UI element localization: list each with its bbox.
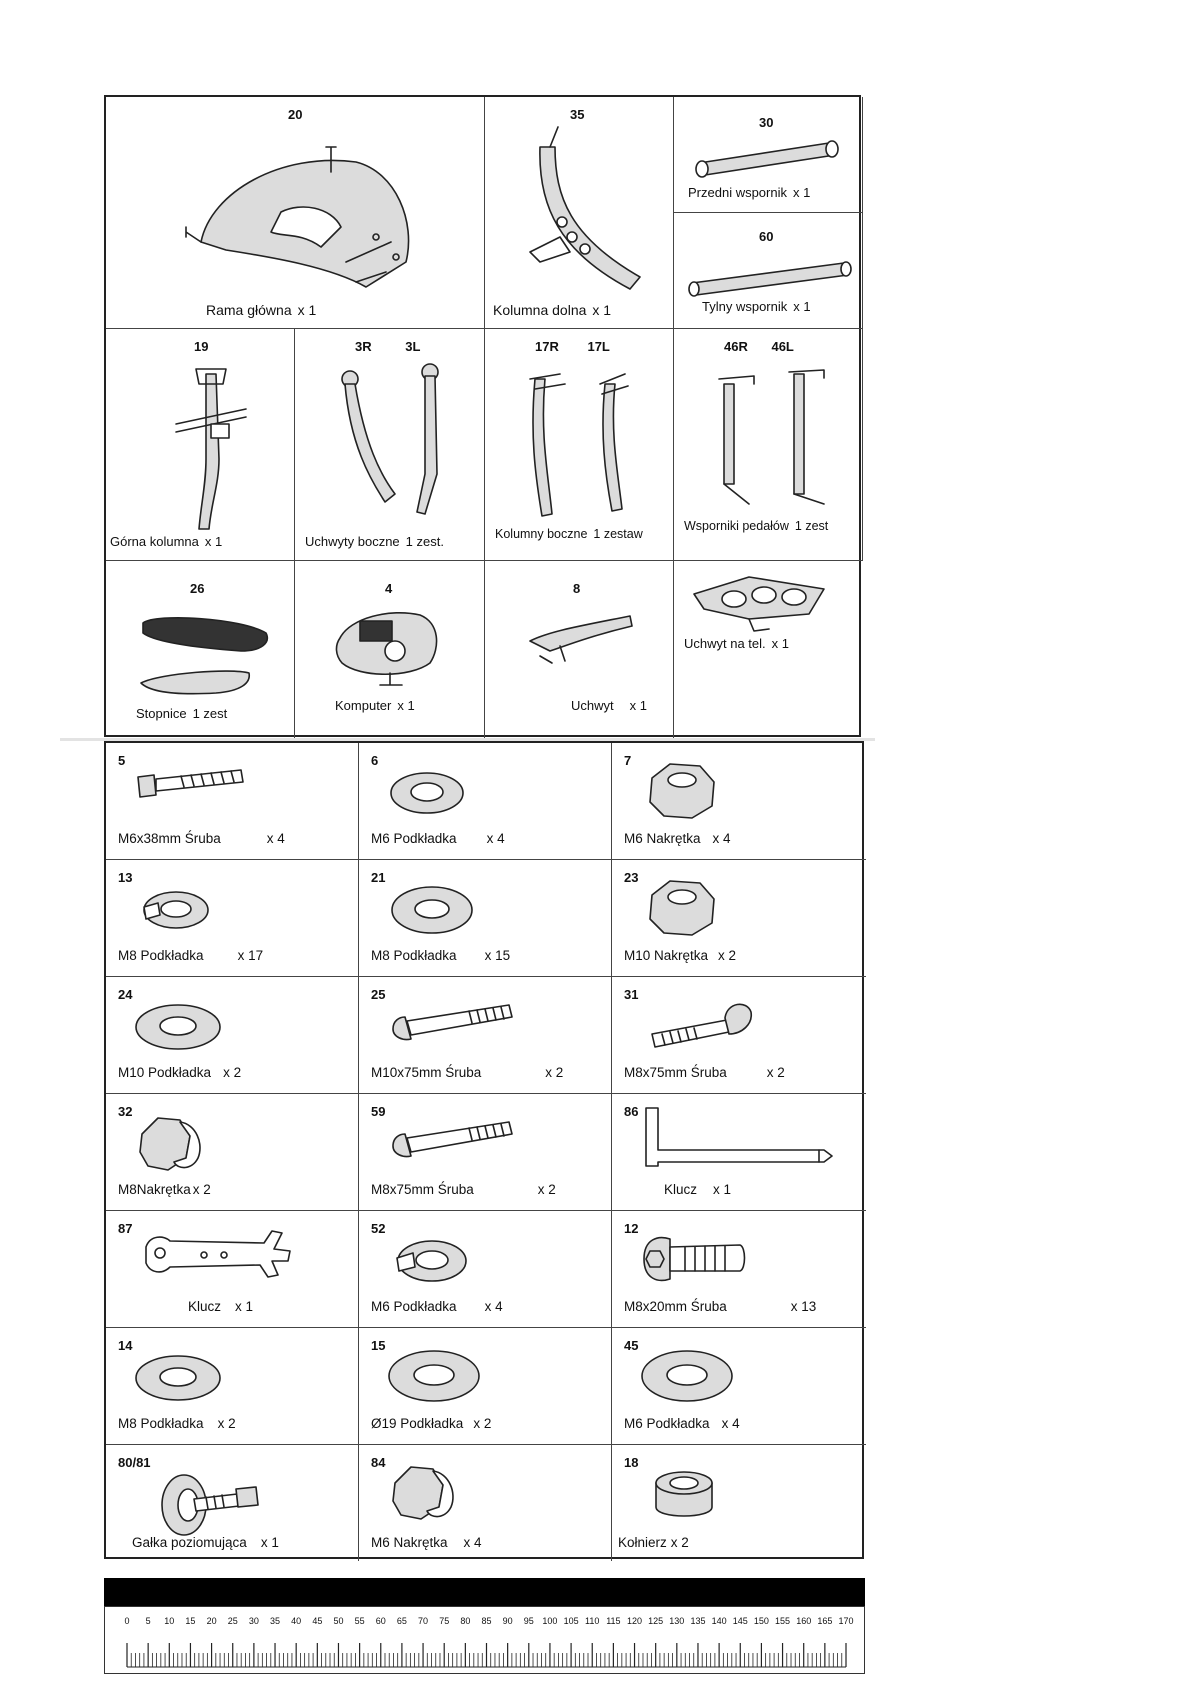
part-cell-pedal-supports <box>674 329 863 561</box>
hardware-label: M8 Podkładka x 15 <box>371 948 511 963</box>
hardware-number: 87 <box>118 1221 133 1236</box>
part-number: 26 <box>190 581 205 596</box>
part-label: Uchwyt x 1 <box>571 698 647 713</box>
spring-washer-icon <box>387 1233 472 1288</box>
phone-holder-illustration <box>689 569 829 639</box>
part-cell-main-frame <box>106 97 485 329</box>
ruler-tick-label: 60 <box>375 1616 386 1626</box>
washer-icon <box>637 1346 737 1406</box>
part-label: Stopnice 1 zest <box>136 706 228 721</box>
hardware-number: 59 <box>371 1104 386 1119</box>
hardware-label: M8 Podkładka x 17 <box>118 948 264 963</box>
hardware-cell <box>106 1094 359 1211</box>
part-number: 20 <box>288 107 303 122</box>
ruler-tick-label: 70 <box>418 1616 429 1626</box>
hardware-number: 23 <box>624 870 639 885</box>
part-cell-side-handles <box>295 329 485 561</box>
wrench-icon <box>144 1229 294 1289</box>
hardware-label: Klucz x 1 <box>664 1182 732 1197</box>
hardware-number: 6 <box>371 753 379 768</box>
ruler-tick-label: 115 <box>606 1616 621 1626</box>
front-stabilizer-illustration <box>689 135 849 185</box>
hardware-cell <box>359 743 612 860</box>
ruler-tick-label: 45 <box>312 1616 323 1626</box>
spring-washer-icon <box>134 885 214 935</box>
cap-nut-icon <box>387 1461 462 1526</box>
upper-column-illustration <box>161 364 261 539</box>
hardware-cell <box>359 977 612 1094</box>
hardware-label: M10 Podkładka x 2 <box>118 1065 242 1080</box>
hardware-cell <box>106 1445 359 1561</box>
part-cell-rear-stabilizer <box>674 213 863 329</box>
hardware-number: 45 <box>624 1338 639 1353</box>
hardware-label: M6x38mm Śruba x 4 <box>118 831 285 846</box>
hardware-label: Ø19 Podkładka x 2 <box>371 1416 492 1431</box>
hardware-label: M6 Nakrętka x 4 <box>371 1535 482 1550</box>
part-cell-computer <box>295 561 485 739</box>
hardware-cell <box>612 1211 866 1328</box>
hardware-grid <box>104 741 864 1559</box>
bushing-icon <box>650 1465 720 1525</box>
hardware-number: 32 <box>118 1104 133 1119</box>
ruler-tick-label: 65 <box>396 1616 407 1626</box>
hardware-cell <box>612 1094 866 1211</box>
ruler-tick-label: 165 <box>817 1616 833 1626</box>
ruler-tick-label: 25 <box>227 1616 238 1626</box>
ruler-tick-label: 110 <box>585 1616 600 1626</box>
part-label: Uchwyt na tel. x 1 <box>684 636 789 651</box>
ruler-tick-label: 95 <box>523 1616 534 1626</box>
washer-icon <box>387 768 467 818</box>
ruler-tick-label: 85 <box>481 1616 492 1626</box>
ruler-tick-label: 160 <box>796 1616 812 1626</box>
part-number: 19 <box>194 339 209 354</box>
hardware-number: 18 <box>624 1455 639 1470</box>
pedals-illustration <box>131 603 276 703</box>
part-label: Rama główna x 1 <box>206 302 317 318</box>
washer-icon <box>384 1346 484 1406</box>
parts-grid <box>104 95 861 737</box>
ruler-tick-label: 0 <box>124 1616 130 1626</box>
handle-illustration <box>520 611 640 671</box>
carriage-bolt-icon <box>647 992 757 1052</box>
hardware-cell <box>106 1211 359 1328</box>
ruler-tick-label: 130 <box>669 1616 685 1626</box>
hardware-label: M8x20mm Śruba x 13 <box>624 1299 817 1314</box>
hardware-cell <box>359 1094 612 1211</box>
part-label: Tylny wspornik x 1 <box>702 299 811 314</box>
hardware-label: M8x75mm Śruba x 2 <box>371 1182 556 1197</box>
part-number: 8 <box>573 581 581 596</box>
hardware-label: M6 Podkładka x 4 <box>371 831 505 846</box>
side-columns-illustration <box>510 364 650 529</box>
part-number: 46R 46L <box>724 339 794 354</box>
hardware-label: Kołnierz x 2 <box>618 1535 689 1550</box>
ruler-tick-label: 170 <box>838 1616 854 1626</box>
cap-nut-icon <box>134 1112 209 1177</box>
socket-head-screw-icon <box>640 1229 750 1289</box>
part-cell-upper-column <box>106 329 295 561</box>
ruler-tick-label: 40 <box>291 1616 302 1626</box>
part-cell-phone-holder <box>674 561 863 739</box>
part-cell-handle <box>485 561 674 739</box>
ruler-tick-label: 140 <box>711 1616 727 1626</box>
part-label: Górna kolumna x 1 <box>110 534 223 549</box>
hardware-label: Gałka poziomująca x 1 <box>132 1535 279 1550</box>
ruler-tick-label: 125 <box>648 1616 664 1626</box>
hardware-cell <box>612 860 866 977</box>
part-label: Wsporniki pedałów 1 zest <box>684 519 829 533</box>
part-number: 35 <box>570 107 585 122</box>
part-label: Komputer x 1 <box>335 698 415 713</box>
hardware-number: 25 <box>371 987 386 1002</box>
hardware-number: 14 <box>118 1338 133 1353</box>
ruler-tick-label: 20 <box>206 1616 217 1626</box>
hardware-cell <box>359 1445 612 1561</box>
ruler-ticks <box>105 1607 864 1673</box>
ruler-tick-label: 145 <box>732 1616 748 1626</box>
hardware-cell <box>612 743 866 860</box>
hardware-label: M6 Podkładka x 4 <box>624 1416 740 1431</box>
ruler-tick-label: 55 <box>354 1616 365 1626</box>
hardware-cell <box>612 1445 866 1561</box>
carriage-bolt-icon <box>389 1116 519 1166</box>
ruler-tick-label: 155 <box>775 1616 791 1626</box>
measuring-ruler <box>104 1578 865 1675</box>
part-label: Kolumny boczne 1 zestaw <box>495 527 643 541</box>
hardware-cell <box>106 860 359 977</box>
washer-icon <box>131 1350 226 1405</box>
hardware-number: 12 <box>624 1221 639 1236</box>
ruler-tick-label: 120 <box>627 1616 643 1626</box>
hardware-label: M8x75mm Śruba x 2 <box>624 1065 785 1080</box>
part-cell-side-columns <box>485 329 674 561</box>
hardware-label: M8Nakrętka x 2 <box>118 1182 211 1197</box>
hardware-label: M6 Podkładka x 4 <box>371 1299 503 1314</box>
hardware-cell <box>359 1211 612 1328</box>
hardware-cell <box>359 1328 612 1445</box>
bolt-icon <box>136 765 246 805</box>
carriage-bolt-icon <box>389 999 519 1049</box>
hardware-cell <box>612 1328 866 1445</box>
part-cell-lower-column <box>485 97 674 329</box>
ruler-tick-label: 10 <box>164 1616 175 1626</box>
part-label: Przedni wspornik x 1 <box>688 185 811 200</box>
washer-icon <box>387 882 477 937</box>
hardware-cell <box>359 860 612 977</box>
hardware-label: M8 Podkładka x 2 <box>118 1416 236 1431</box>
ruler-tick-label: 15 <box>185 1616 196 1626</box>
ruler-tick-label: 100 <box>542 1616 558 1626</box>
main-frame-illustration <box>181 132 421 292</box>
ruler-tick-label: 75 <box>439 1616 450 1626</box>
leveling-knob-icon <box>156 1465 266 1540</box>
part-number: 30 <box>759 115 774 130</box>
hardware-cell <box>612 977 866 1094</box>
ruler-tick-label: 105 <box>563 1616 579 1626</box>
hardware-number: 84 <box>371 1455 386 1470</box>
ruler-tick-label: 50 <box>333 1616 344 1626</box>
hardware-number: 5 <box>118 753 126 768</box>
rear-stabilizer-illustration <box>684 251 854 301</box>
part-number: 17R 17L <box>535 339 610 354</box>
ruler-tick-label: 90 <box>502 1616 513 1626</box>
hardware-cell <box>106 743 359 860</box>
hex-nut-icon <box>642 758 722 823</box>
ruler-tick-label: 5 <box>145 1616 151 1626</box>
hardware-number: 7 <box>624 753 632 768</box>
part-cell-front-stabilizer <box>674 97 863 213</box>
hardware-cell <box>106 1328 359 1445</box>
hex-nut-icon <box>642 875 722 940</box>
part-label: Uchwyty boczne 1 zest. <box>305 534 444 549</box>
hardware-number: 52 <box>371 1221 386 1236</box>
ruler-tick-label: 80 <box>460 1616 471 1626</box>
part-number: 3R 3L <box>355 339 421 354</box>
ruler-tick-label: 150 <box>753 1616 769 1626</box>
ruler-tick-label: 135 <box>690 1616 706 1626</box>
hardware-number: 31 <box>624 987 639 1002</box>
hardware-cell <box>106 977 359 1094</box>
pedal-supports-illustration <box>709 364 839 514</box>
allen-key-icon <box>644 1106 834 1176</box>
hardware-number: 13 <box>118 870 133 885</box>
hardware-number: 86 <box>624 1104 639 1119</box>
part-label: Kolumna dolna x 1 <box>493 302 612 318</box>
hardware-number: 15 <box>371 1338 386 1353</box>
lower-column-illustration <box>500 127 660 297</box>
part-number: 4 <box>385 581 393 596</box>
hardware-label: Klucz x 1 <box>188 1299 254 1314</box>
hardware-label: M10x75mm Śruba x 2 <box>371 1065 564 1080</box>
hardware-number: 24 <box>118 987 133 1002</box>
side-handles-illustration <box>325 364 465 534</box>
computer-illustration <box>330 603 445 693</box>
part-number: 60 <box>759 229 774 244</box>
hardware-number: 21 <box>371 870 386 885</box>
ruler-tick-label: 35 <box>270 1616 281 1626</box>
part-cell-pedals <box>106 561 295 739</box>
hardware-label: M10 Nakrętka x 2 <box>624 948 737 963</box>
hardware-number: 80/81 <box>118 1455 151 1470</box>
ruler-tick-label: 30 <box>248 1616 259 1626</box>
ruler-scale <box>104 1606 865 1674</box>
ruler-header-bar <box>104 1578 865 1606</box>
washer-icon <box>131 999 226 1054</box>
hardware-label: M6 Nakrętka x 4 <box>624 831 731 846</box>
